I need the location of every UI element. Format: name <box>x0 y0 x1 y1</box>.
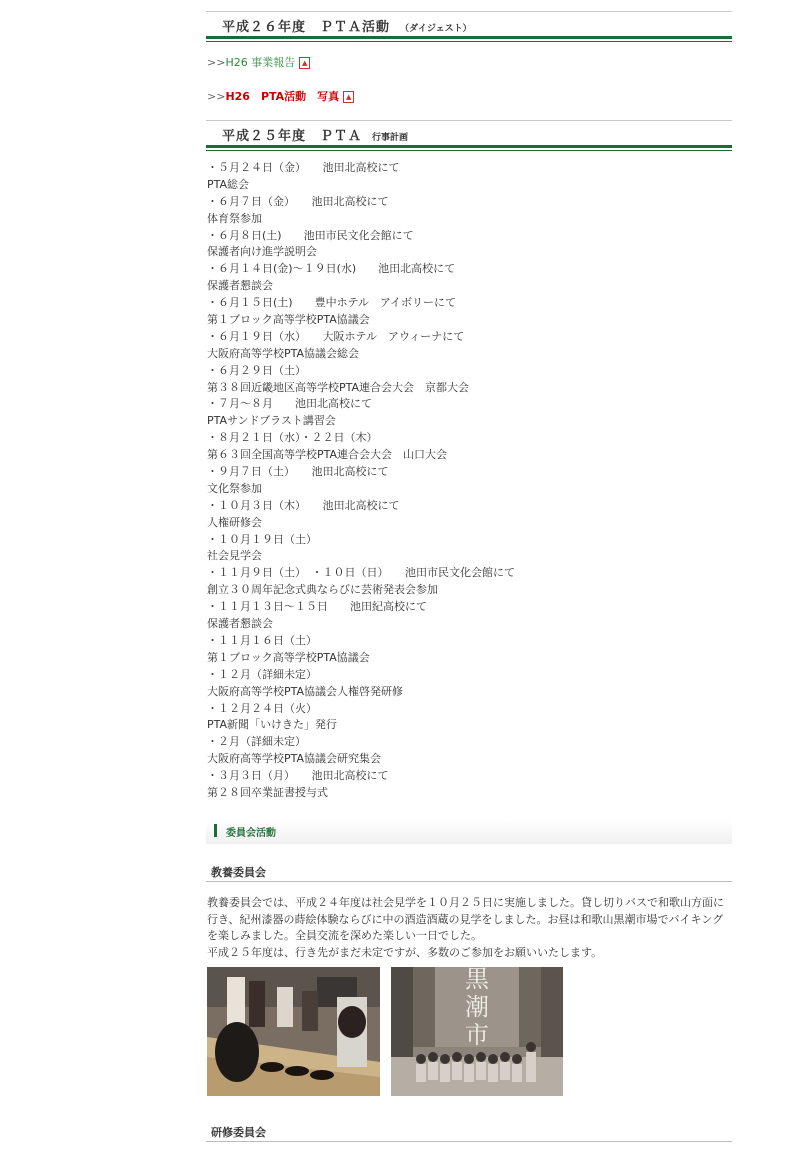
h26-report-link[interactable] <box>207 54 310 70</box>
schedule-event: PTAサンドブラスト講習会 <box>207 414 336 428</box>
schedule-list <box>207 160 733 802</box>
kyoyo-header <box>206 861 732 882</box>
section-bar <box>214 824 217 837</box>
schedule-event: 保護者向け進学説明会 <box>207 245 317 259</box>
kyoyo-paragraph-1: 教養委員会では、平成２４年度は社会見学を１０月２５日に実施しました。貸し切りバスで和歌山方面に行き、紀州漆器の蒔絵体験ならびに中の酒造酒蔵の見学をしました。お昼は和歌山黒潮市場でバイキングを楽しみました。全員交流を深めた楽しい一日でした。 <box>207 896 724 942</box>
market-sign-text: 黒潮市 <box>465 967 489 1049</box>
link-arrow: >> <box>207 90 226 103</box>
schedule-date: ・１１月９日（土） ・１０日（日） 池田市民文化会館にて <box>207 566 515 580</box>
h26-report-link-label[interactable]: H26 事業報告 <box>225 56 296 69</box>
kyoyo-paragraph-2: 平成２５年度は、行き先がまだ未定ですが、多数のご参加をお願いいたします。 <box>207 945 603 959</box>
schedule-date: ・６月７日（金） 池田北高校にて <box>207 194 389 208</box>
schedule-date: ・１２月２４日（火） <box>207 701 317 715</box>
schedule-event: 文化祭参加 <box>207 481 262 495</box>
schedule-date: ・１０月１９日（土） <box>207 532 317 546</box>
pdf-icon[interactable]: ▲ <box>343 91 354 103</box>
schedule-date: ・１１月１３日～１５日 池田紀高校にて <box>207 600 427 614</box>
committee-section-title: 委員会活動 <box>226 828 276 839</box>
schedule-event: 社会見学会 <box>207 549 262 563</box>
h26-suffix: （ダイジェスト） <box>400 24 472 34</box>
schedule-event: 保護者懇談会 <box>207 617 273 631</box>
kyoyo-title: 教養委員会 <box>211 866 266 879</box>
schedule-event: 創立３０周年記念式典ならびに芸術発表会参加 <box>207 583 438 597</box>
schedule-date: ・８月２１日（水）・２２日（木） <box>207 431 378 445</box>
schedule-event: 第１ブロック高等学校PTA協議会 <box>207 313 370 327</box>
photo-lacquer-workshop <box>207 967 380 1096</box>
schedule-date: ・６月２９日（土） <box>207 363 306 377</box>
schedule-event: 保護者懇談会 <box>207 279 273 293</box>
schedule-date: ・１１月１６日（土） <box>207 633 317 647</box>
schedule-event: 人権研修会 <box>207 515 262 529</box>
schedule-date: ・６月１９日（水） 大阪ホテル アウィーナにて <box>207 329 465 343</box>
schedule-event: 第３８回近畿地区高等学校PTA連合会大会 京都大会 <box>207 380 470 394</box>
schedule-date: ・６月１４日(金)～１９日(水) 池田北高校にて <box>207 262 456 276</box>
link-arrow: >> <box>207 56 226 69</box>
schedule-event: 大阪府高等学校PTA協議会人権啓発研修 <box>207 684 404 698</box>
schedule-event: 大阪府高等学校PTA協議会研究集会 <box>207 752 382 766</box>
h26-header <box>206 11 732 39</box>
h25-suffix: 行事計画 <box>372 133 409 143</box>
schedule-event: 第１ブロック高等学校PTA協議会 <box>207 650 370 664</box>
photo-group-kuroshio-market <box>391 967 563 1096</box>
schedule-date: ・１０月３日（木） 池田北高校にて <box>207 498 400 512</box>
schedule-date: ・１２月（詳細未定） <box>207 667 317 681</box>
h26-title: 平成２６年度 ＰＴＡ活動 （ダイジェスト） <box>222 20 472 35</box>
kenshu-title: 研修委員会 <box>211 1126 266 1139</box>
kyoyo-paragraph <box>207 895 733 961</box>
h25-title: 平成２５年度 ＰＴＡ 行事計画 <box>222 129 409 144</box>
schedule-date: ・７月～８月 池田北高校にて <box>207 397 372 411</box>
h25-header <box>206 120 732 148</box>
schedule-date: ・６月８日(土) 池田市民文化会館にて <box>207 228 414 242</box>
schedule-date: ・９月７日（土） 池田北高校にて <box>207 465 389 479</box>
schedule-date: ・３月３日（月） 池田北高校にて <box>207 769 389 783</box>
schedule-event: 体育祭参加 <box>207 211 262 225</box>
schedule-date: ・６月１５日(土) 豊中ホテル アイボリーにて <box>207 296 457 310</box>
schedule-date: ・５月２４日（金） 池田北高校にて <box>207 161 400 174</box>
kenshu-header <box>206 1121 732 1142</box>
schedule-event: 第６３回全国高等学校PTA連合会大会 山口大会 <box>207 448 448 462</box>
schedule-event: PTA新聞「いけきた」発行 <box>207 718 338 732</box>
schedule-event: PTA総会 <box>207 177 250 191</box>
schedule-date: ・２月（詳細未定） <box>207 735 306 749</box>
committee-section-header <box>206 820 732 844</box>
schedule-event: 第２８回卒業証書授与式 <box>207 785 328 799</box>
h26-photo-link-label[interactable]: H26 PTA活動 写真 <box>225 90 340 103</box>
pdf-icon[interactable]: ▲ <box>299 57 310 69</box>
h26-photo-link[interactable] <box>207 88 354 104</box>
schedule-event: 大阪府高等学校PTA協議会総会 <box>207 346 360 360</box>
